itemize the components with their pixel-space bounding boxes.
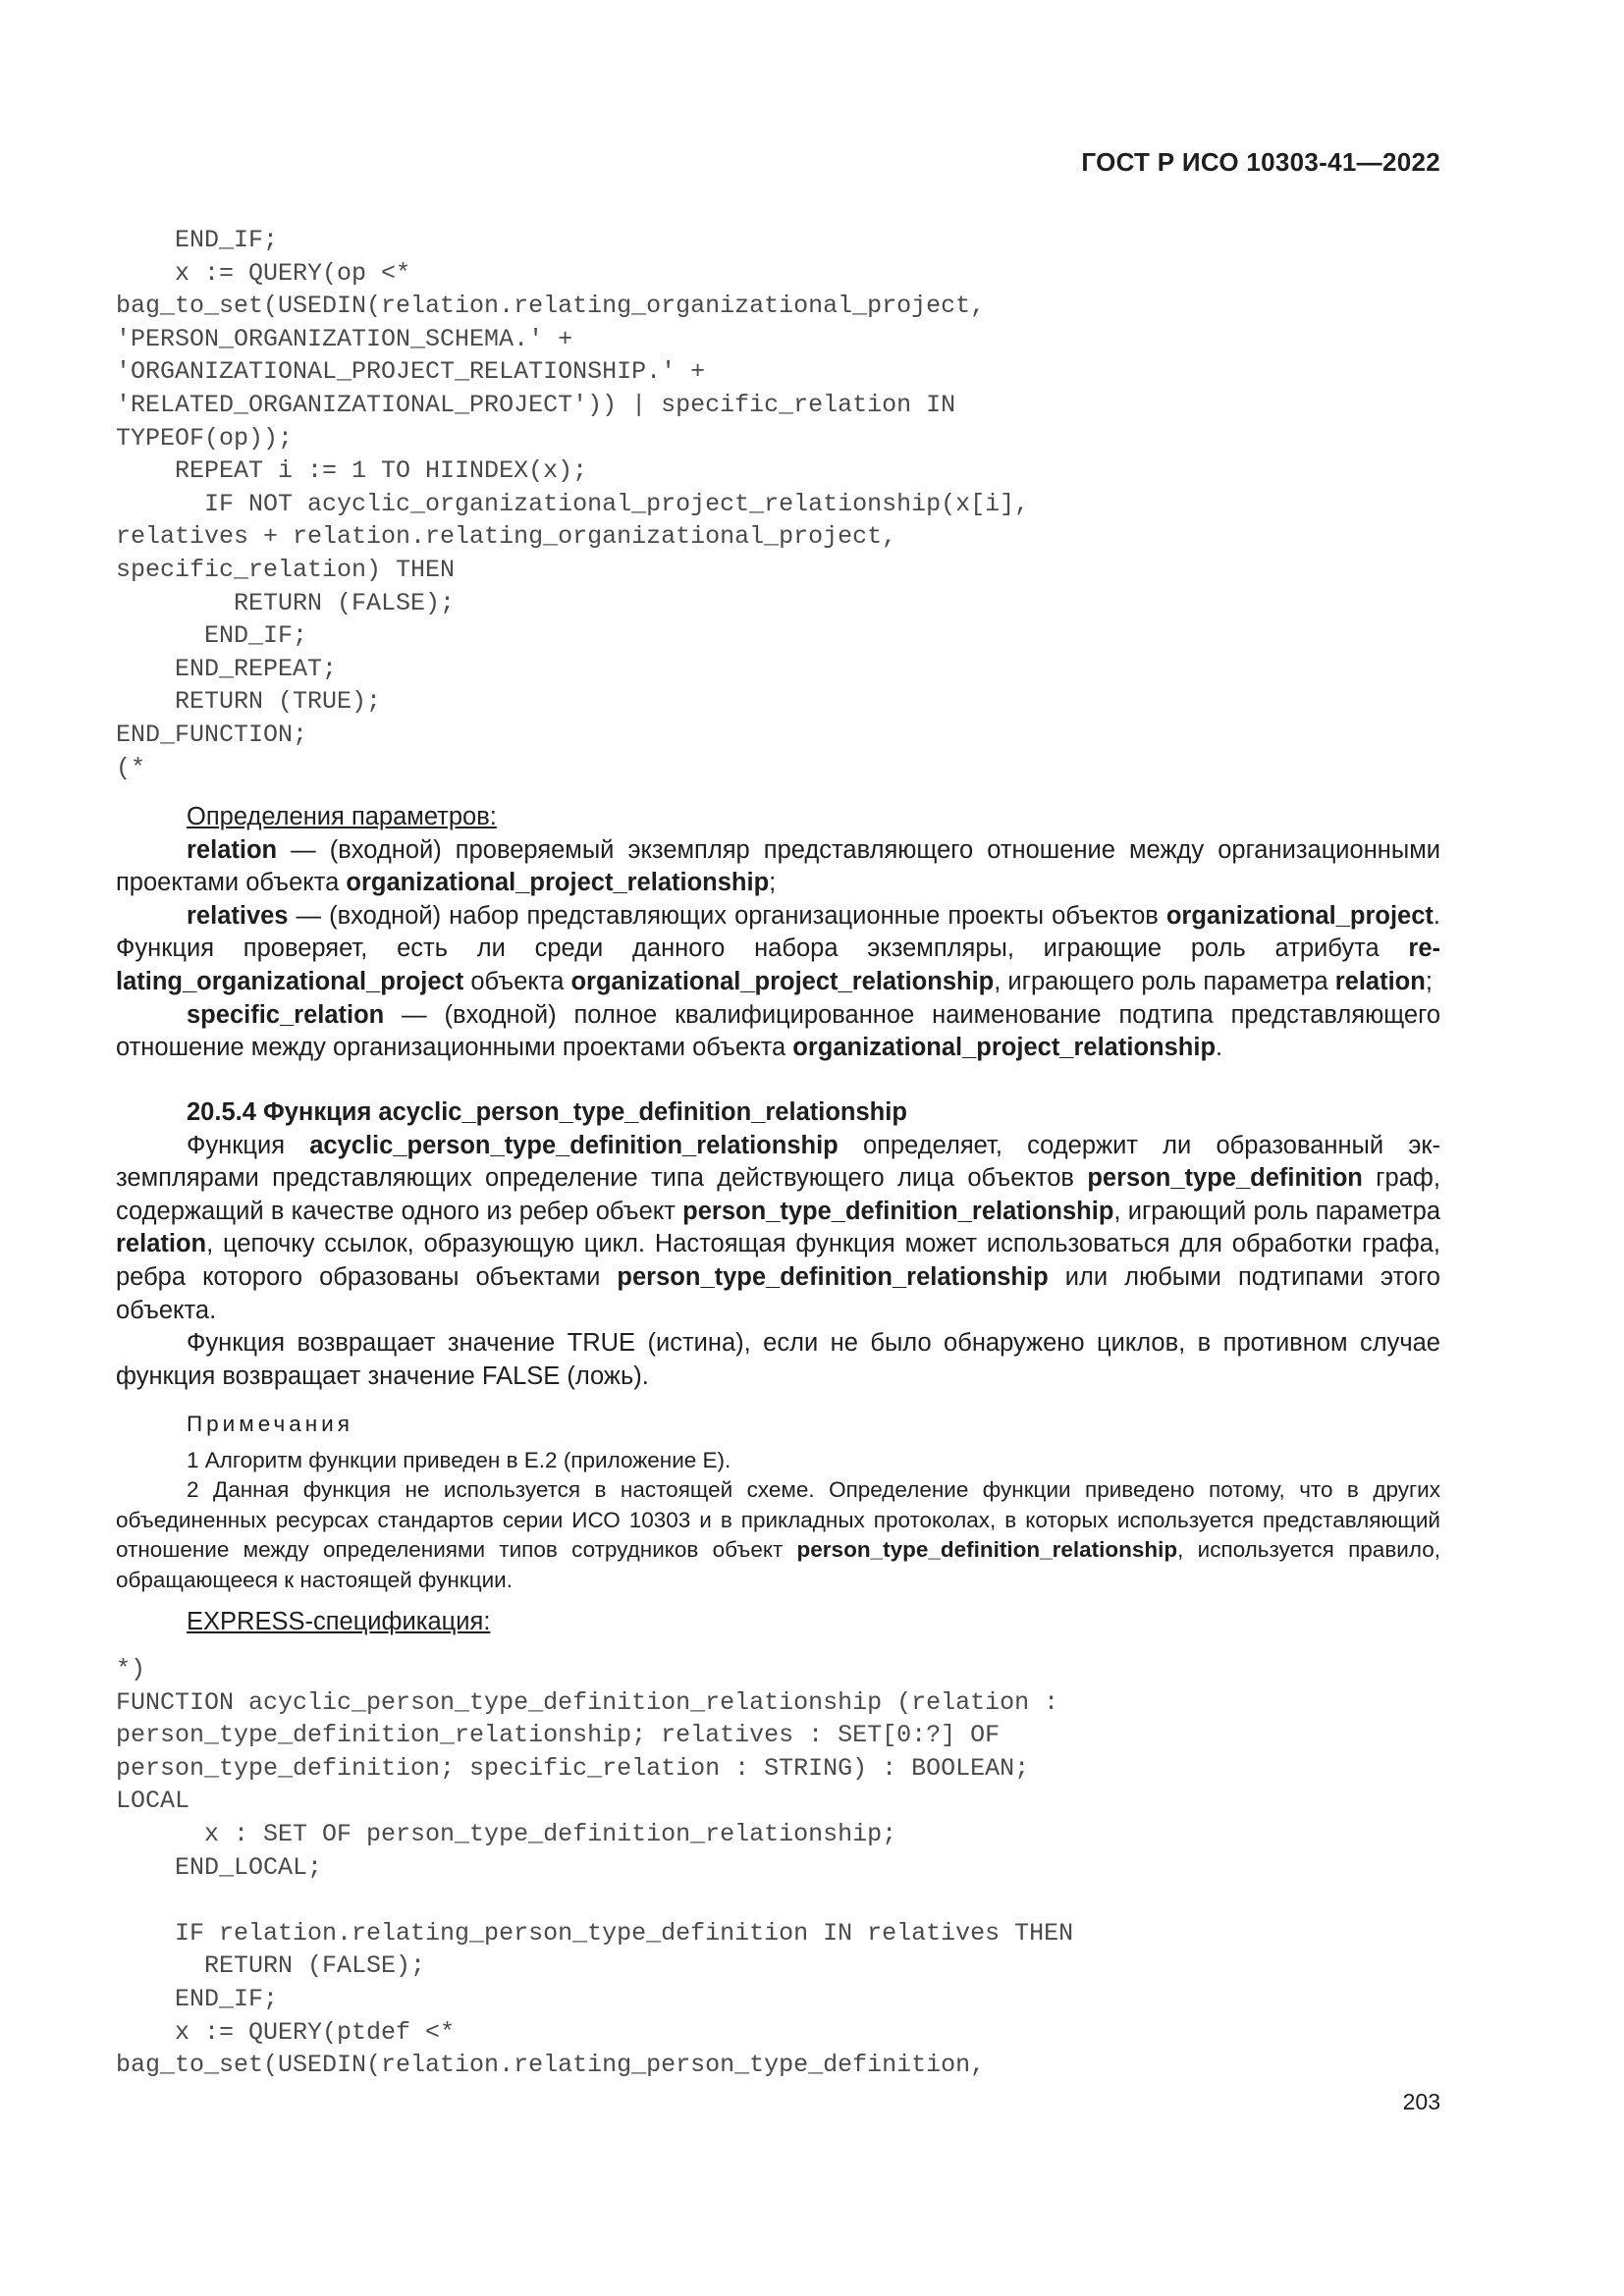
param-term: specific_relation: [187, 1000, 385, 1029]
section-20-5-4: [116, 1096, 1440, 1393]
section-title: 20.5.4 Функция acyclic_person_type_definition_relationship: [187, 1098, 907, 1126]
note-text: 2 Данная функция не используется в настоящей схеме. Определение функции приведено потому, что в других объединенных ресурсах стандартов серии ИСО 10303 и в прикладных протоколах, в которых используется представляющий отношение между определениями типов сотрудников объект: [116, 1477, 1440, 1562]
express-specification: [116, 1606, 1440, 1639]
param-text: — (входной) полное квалифицированное наименование подтипа представляющего отношение между организационными проектами объекта: [116, 1000, 1440, 1062]
express-heading: EXPRESS-спецификация:: [187, 1608, 491, 1635]
param-text: ;: [769, 869, 777, 897]
para-text: или любыми подтипами этого объекта.: [116, 1262, 1440, 1324]
param-specific-relation: [116, 999, 1440, 1065]
param-term: relatives: [187, 901, 289, 930]
para-text: , играющий роль параметра: [1113, 1197, 1440, 1225]
section-paragraph-2: Функция возвращает значение TRUE (истина), если не было обнаружено циклов, в противном случае функция возвращает значение FALSE (ложь).: [116, 1329, 1440, 1390]
entity-ref: relating_organizational_project: [116, 934, 1440, 995]
para-text: Функция: [187, 1131, 310, 1159]
entity-ref: organizational_project_relationship: [570, 967, 995, 995]
param-relation: [116, 834, 1440, 900]
para-text: определяет, содержит ли образованный экземплярами представляющих определение типа действующего лица объектов: [116, 1131, 1440, 1193]
note-text: , используется правило, обращающееся к настоящей функции.: [116, 1537, 1440, 1592]
entity-ref: organizational_project_relationship: [346, 869, 770, 897]
express-code-block-2: *) FUNCTION acyclic_person_type_definition_relationship (relation : person_type_definition_relationship; relatives : SET[0:?] OF person_type_definition; specific_relation : STRING) : BOOLEAN; LOCAL x : SET OF person_type_definition_relationship; END_LOCAL; IF relation.relating_person_type_definition IN relatives THEN RETURN (FALSE); END_IF; x := QUERY(ptdef <* bag_to_set(USEDIN(relation.relating_person_type_definition,: [116, 1655, 1074, 2080]
entity-ref: organizational_project: [1165, 901, 1434, 930]
entity-ref: person_type_definition: [1087, 1164, 1363, 1193]
section-paragraph-1: [116, 1130, 1440, 1328]
param-text: , играющего роль параметра: [994, 967, 1335, 995]
para-text: граф, содержащий в качестве одного из ребер объект: [116, 1164, 1440, 1225]
page-number: 203: [1402, 2089, 1440, 2114]
param-term: relation: [187, 835, 278, 864]
param-relatives: [116, 900, 1440, 999]
notes-title: Примечания: [187, 1412, 353, 1436]
entity-ref: person_type_definition_relationship: [682, 1197, 1114, 1225]
note-2: [116, 1475, 1440, 1595]
entity-ref: relation: [1334, 967, 1426, 995]
param-text: — (входной) набор представляющих организационные проекты объектов: [288, 901, 1166, 930]
note-1: 1 Алгоритм функции приведен в Е.2 (приложение Е).: [187, 1447, 731, 1472]
para-text: , цепочку ссылок, образующую цикл. Настоящая функция может использоваться для обработки графа, ребра которого образованы объектами: [116, 1230, 1440, 1291]
entity-ref: person_type_definition_relationship: [617, 1262, 1049, 1291]
param-text: . Функция проверяет, есть ли среди данного набора экземпляры, играющие роль атрибута: [116, 901, 1440, 963]
param-text: — (входной) проверяемый экземпляр представляющего отношение между организационными проектами объекта: [116, 835, 1440, 897]
entity-ref: acyclic_person_type_definition_relationship: [309, 1131, 839, 1159]
param-text: ;: [1425, 967, 1433, 995]
param-text: объекта: [463, 967, 571, 995]
entity-ref: relation: [116, 1230, 207, 1258]
param-text: .: [1216, 1034, 1223, 1062]
express-code-block-1: END_IF; x := QUERY(op <* bag_to_set(USEDIN(relation.relating_organizational_project, 'PERSON_ORGANIZATION_SCHEMA.' + 'ORGANIZATIONAL_PROJECT_RELATIONSHIP.' + 'RELATED_ORGANIZATIONAL_PROJECT')) | specific_relation IN TYPEOF(op)); REPEAT i := 1 TO HIINDEX(x); IF NOT acyclic_organizational_project_relationship(x[i], relatives + relation.relating_organizational_project, specific_relation) THEN RETURN (FALSE); END_IF; END_REPEAT; RETURN (TRUE); END_FUNCTION; (*: [116, 226, 1030, 782]
notes: [116, 1410, 1440, 1595]
entity-ref: organizational_project_relationship: [792, 1034, 1217, 1062]
parameters-heading: Определения параметров:: [187, 803, 497, 830]
document-header: ГОСТ Р ИСО 10303-41—2022: [1081, 147, 1440, 177]
entity-ref: person_type_definition_relationship: [796, 1537, 1178, 1562]
parameter-definitions: [116, 801, 1440, 1065]
